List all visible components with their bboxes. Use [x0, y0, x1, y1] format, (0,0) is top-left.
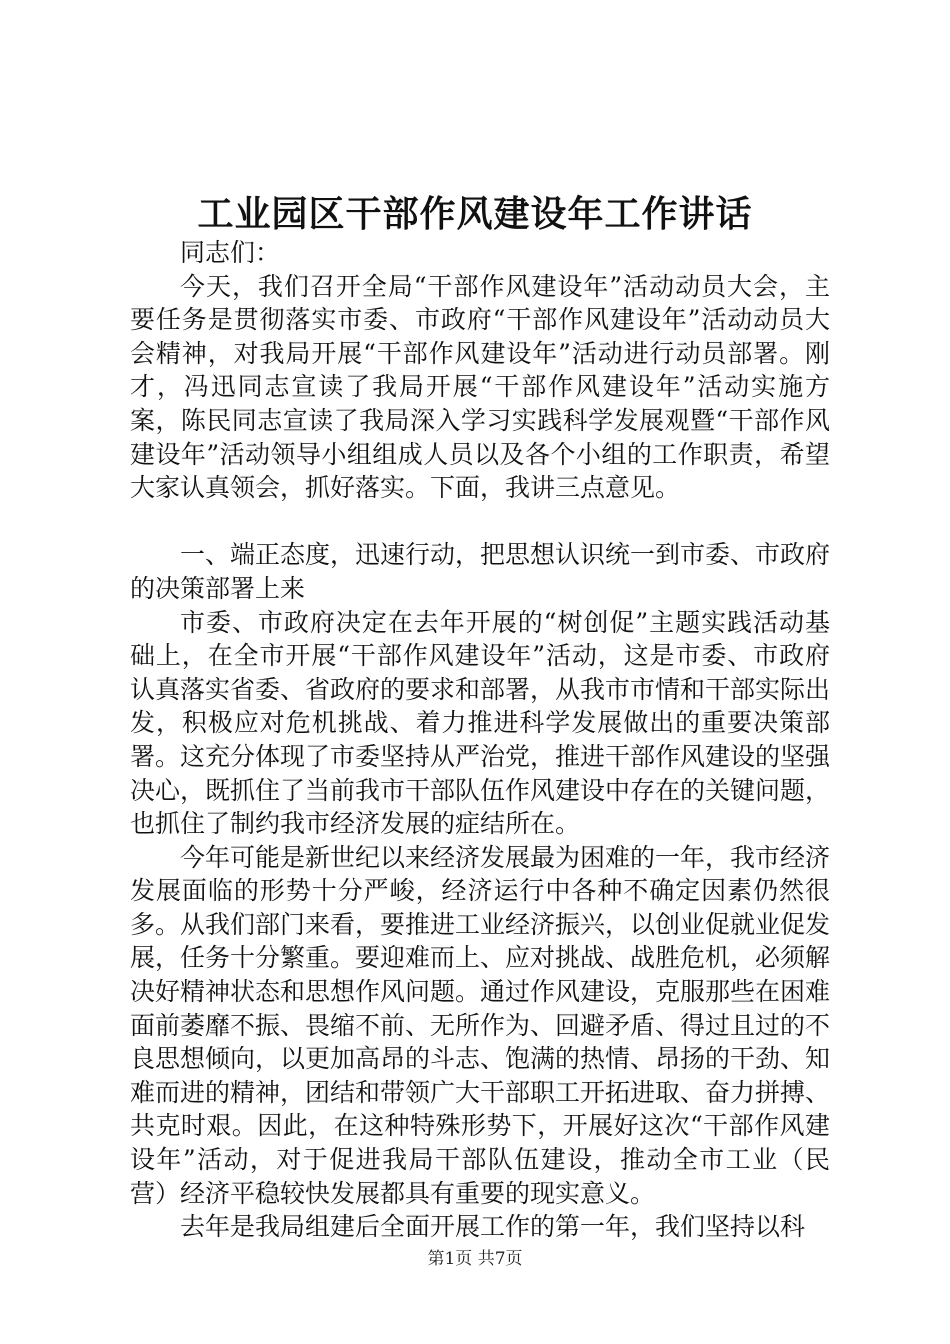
salutation: 同志们：	[180, 238, 281, 267]
paragraph-2: 市委、市政府决定在去年开展的“树创促”主题实践活动基础上，在全市开展“干部作风建设年”活动，这是市委、市政府认真落实省委、省政府的要求和部署，从我市市情和干部实际出发，积极应对危机挑战、着力推进科学发展做出的重要决策部署。这充分体现了市委坚持从严治党，推进干部作风建设的坚强决心，既抓住了当前我市干部队伍作风建设中存在的关键问题，也抓住了制约我市经济发展的症结所在。	[130, 607, 831, 839]
paragraph-3: 今年可能是新世纪以来经济发展最为困难的一年，我市经济发展面临的形势十分严峻，经济运行中各种不确定因素仍然很多。从我们部门来看，要推进工业经济振兴，以创业促就业促发展，任务十分繁重。要迎难而上、应对挑战、战胜危机，必须解决好精神状态和思想作风问题。通过作风建设，克服那些在困难面前萎靡不振、畏缩不前、无所作为、回避矛盾、得过且过的不良思想倾向，以更加高昂的斗志、饱满的热情、昂扬的干劲、知难而进的精神，团结和带领广大干部职工开拓进取、奋力拼搏、共克时艰。因此，在这种特殊形势下，开展好这次“干部作风建设年”活动，对于促进我局干部队伍建设，推动全市工业（民营）经济平稳较快发展都具有重要的现实意义。	[130, 842, 831, 1208]
page-footer: 第1页 共7页	[427, 1249, 523, 1269]
paragraph-intro: 今天，我们召开全局“干部作风建设年”活动动员大会，主要任务是贯彻落实市委、市政府“干部作风建设年”活动动员大会精神，对我局开展“干部作风建设年”活动进行动员部署。刚才，冯迅同志宣读了我局开展“干部作风建设年”活动实施方案，陈民同志宣读了我局深入学习实践科学发展观暨“干部作风建设年”活动领导小组组成人员以及各个小组的工作职责，希望大家认真领会，抓好落实。下面，我讲三点意见。	[130, 271, 830, 503]
section-heading-1: 一、端正态度，迅速行动，把思想认识统一到市委、市政府的决策部署上来	[130, 540, 831, 603]
document-body	[130, 236, 830, 1244]
paragraph-4: 去年是我局组建后全面开展工作的第一年，我们坚持以科	[180, 1212, 806, 1242]
document-title: 工业园区干部作风建设年工作讲话	[197, 193, 753, 235]
